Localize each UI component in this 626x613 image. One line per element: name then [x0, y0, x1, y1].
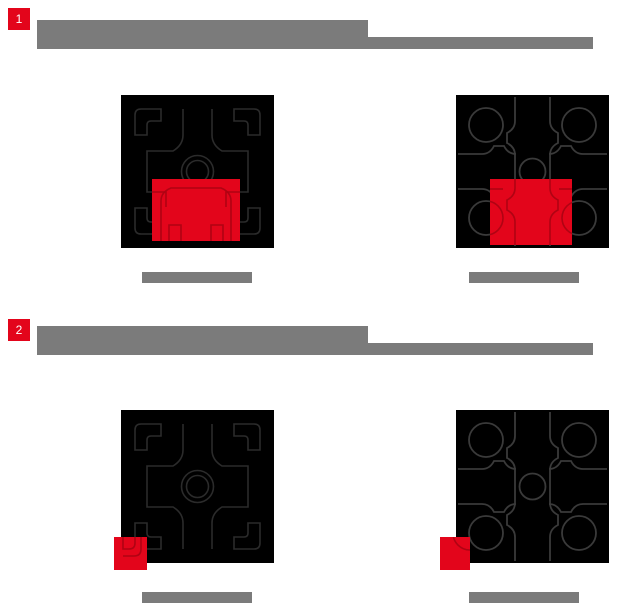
caption-bar-right-1: [469, 272, 579, 283]
caption-bar-left-1: [142, 272, 252, 283]
step-badge-1: 1: [8, 8, 30, 30]
heading-bar-1-line2: [37, 37, 593, 49]
profile-cross-section-right: [456, 95, 609, 248]
step-badge-2: 2: [8, 319, 30, 341]
instruction-section-2: [0, 311, 626, 613]
caption-bar-right-2: [469, 592, 579, 603]
profile-cross-section-left-step2: [121, 410, 274, 563]
highlight-region-right-1: [490, 179, 572, 245]
heading-bar-2-line2: [37, 343, 593, 355]
profile-cross-section-left: [121, 95, 274, 248]
highlight-corner-right-step2: [440, 537, 470, 570]
profile-cross-section-right-step2: [456, 410, 609, 563]
highlight-corner-left-step2: [114, 537, 147, 570]
highlight-region-left-1: [152, 179, 240, 241]
caption-bar-left-2: [142, 592, 252, 603]
